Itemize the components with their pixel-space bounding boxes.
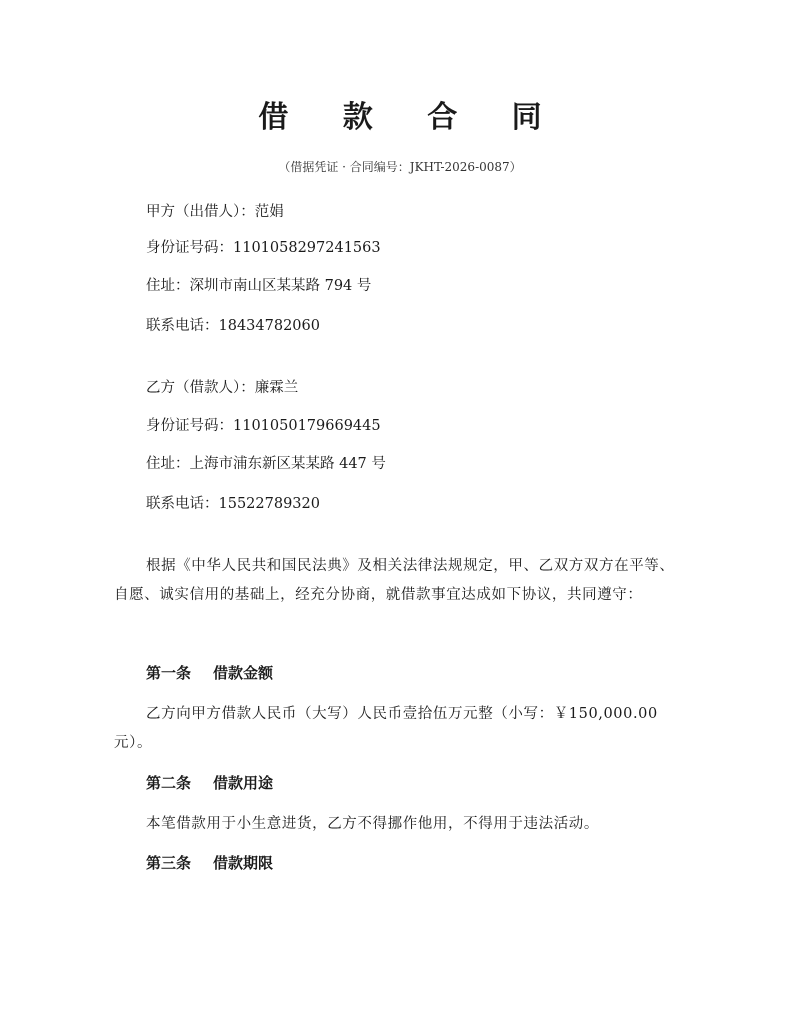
article-2-heading bbox=[146, 772, 273, 793]
article-2-number: 第二条 bbox=[146, 774, 192, 792]
party-a-name: 甲方（出借人）：范娟 bbox=[146, 204, 284, 220]
party-a-phone: 联系电话：18434782060 bbox=[146, 318, 320, 334]
party-b-id: 身份证号码：1101050179669445 bbox=[146, 418, 381, 434]
article-1-title: 借款金额 bbox=[213, 664, 274, 682]
article-3-heading bbox=[146, 852, 273, 873]
preamble-paragraph: 根据《中华人民共和国民法典》及相关法律法规规定，甲、乙双方双方在平等、自愿、诚实信用的基础上，经充分协商，就借款事宜达成如下协议，共同遵守： bbox=[114, 558, 675, 603]
article-3-title: 借款期限 bbox=[213, 854, 274, 872]
party-b-address: 住址：上海市浦东新区某某路 447 号 bbox=[146, 456, 386, 472]
document-title: 借 款 合 同 bbox=[258, 100, 564, 135]
document-subtitle: （借据凭证 · 合同编号：JKHT-2026-0087） bbox=[278, 160, 522, 174]
article-1-heading bbox=[146, 662, 273, 683]
article-1-number: 第一条 bbox=[146, 664, 192, 682]
party-a-address: 住址：深圳市南山区某某路 794 号 bbox=[146, 278, 372, 294]
article-2-body: 本笔借款用于小生意进货，乙方不得挪作他用，不得用于违法活动。 bbox=[146, 816, 599, 832]
article-2-title: 借款用途 bbox=[213, 774, 274, 792]
party-a-id: 身份证号码：1101058297241563 bbox=[146, 240, 381, 256]
article-3-number: 第三条 bbox=[146, 854, 192, 872]
party-b-name: 乙方（借款人）：廉霖兰 bbox=[146, 380, 299, 396]
party-b-phone: 联系电话：15522789320 bbox=[146, 496, 320, 512]
article-1-body: 乙方向甲方借款人民币（大写）人民币壹拾伍万元整（小写：￥150,000.00元）。 bbox=[114, 706, 658, 751]
